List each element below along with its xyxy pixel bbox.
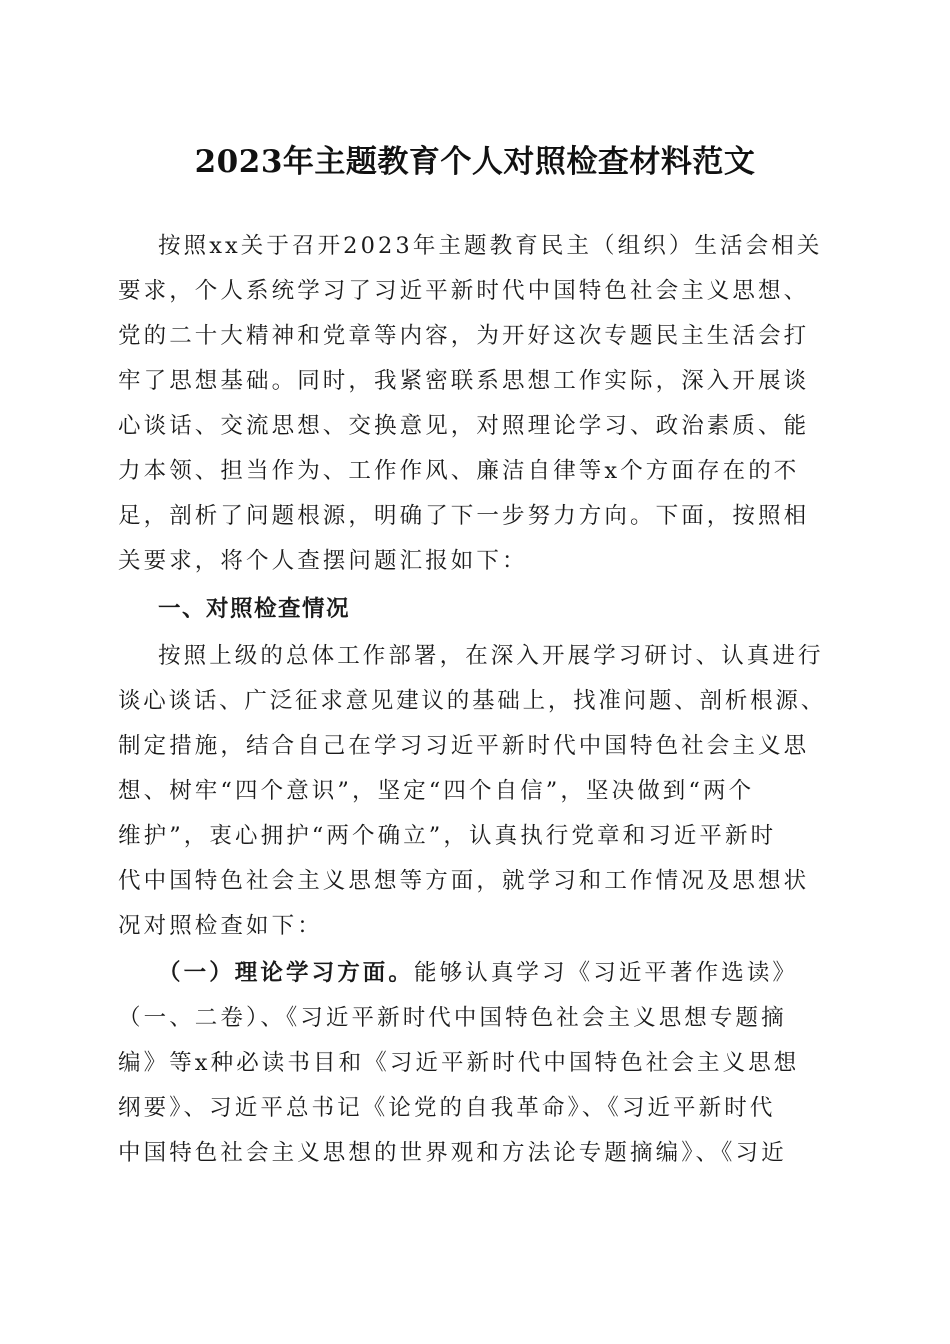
- para3-first-line: [158, 958, 798, 988]
- para2-line: 按照上级的总体工作部署，在深入开展学习研讨、认真进行: [158, 643, 824, 669]
- para1-line: 关要求，将个人查摆问题汇报如下：: [118, 548, 528, 574]
- document-title: 2023年主题教育个人对照检查材料范文: [194, 144, 756, 180]
- para2-line: 制定措施，结合自己在学习习近平新时代中国特色社会主义思: [118, 733, 810, 759]
- para2-line: 想、树牢“四个意识”，坚定“四个自信”，坚决做到“两个: [118, 778, 755, 804]
- para1-line: 足，剖析了问题根源，明确了下一步努力方向。下面，按照相: [118, 503, 810, 529]
- para2-line: 维护”，衷心拥护“两个确立”，认真执行党章和习近平新时: [118, 823, 777, 849]
- para1-line: 心谈话、交流思想、交换意见，对照理论学习、政治素质、能: [118, 413, 810, 439]
- para3-lead: （一）理论学习方面。: [158, 960, 415, 986]
- para1-line: 要求，个人系统学习了习近平新时代中国特色社会主义思想、: [118, 278, 810, 304]
- para3-line: （一、二卷）、《习近平新时代中国特色社会主义思想专题摘: [118, 1005, 787, 1031]
- para3-line: 编》等x种必读书目和《习近平新时代中国特色社会主义思想: [118, 1050, 800, 1076]
- para3-first-rest: 能够认真学习《习近平著作选读》: [414, 960, 799, 986]
- para3-line: 纲要》、习近平总书记《论党的自我革命》、《习近平新时代: [118, 1095, 776, 1121]
- para1-line: 党的二十大精神和党章等内容，为开好这次专题民主生活会打: [118, 323, 810, 349]
- para1-line: 牢了思想基础。同时，我紧密联系思想工作实际，深入开展谈: [118, 368, 810, 394]
- para1-line: 力本领、担当作为、工作作风、廉洁自律等x个方面存在的不: [118, 458, 800, 484]
- para2-line: 代中国特色社会主义思想等方面，就学习和工作情况及思想状: [118, 868, 810, 894]
- para3-line: 中国特色社会主义思想的世界观和方法论专题摘编》、《习近: [118, 1140, 787, 1166]
- para2-line: 况对照检查如下：: [118, 913, 323, 939]
- section-heading: 一、对照检查情况: [158, 596, 351, 622]
- para2-line: 谈心谈话、广泛征求意见建议的基础上，找准问题、剖析根源、: [118, 688, 826, 714]
- para1-line: 按照xx关于召开2023年主题教育民主（组织）生活会相关: [158, 233, 823, 259]
